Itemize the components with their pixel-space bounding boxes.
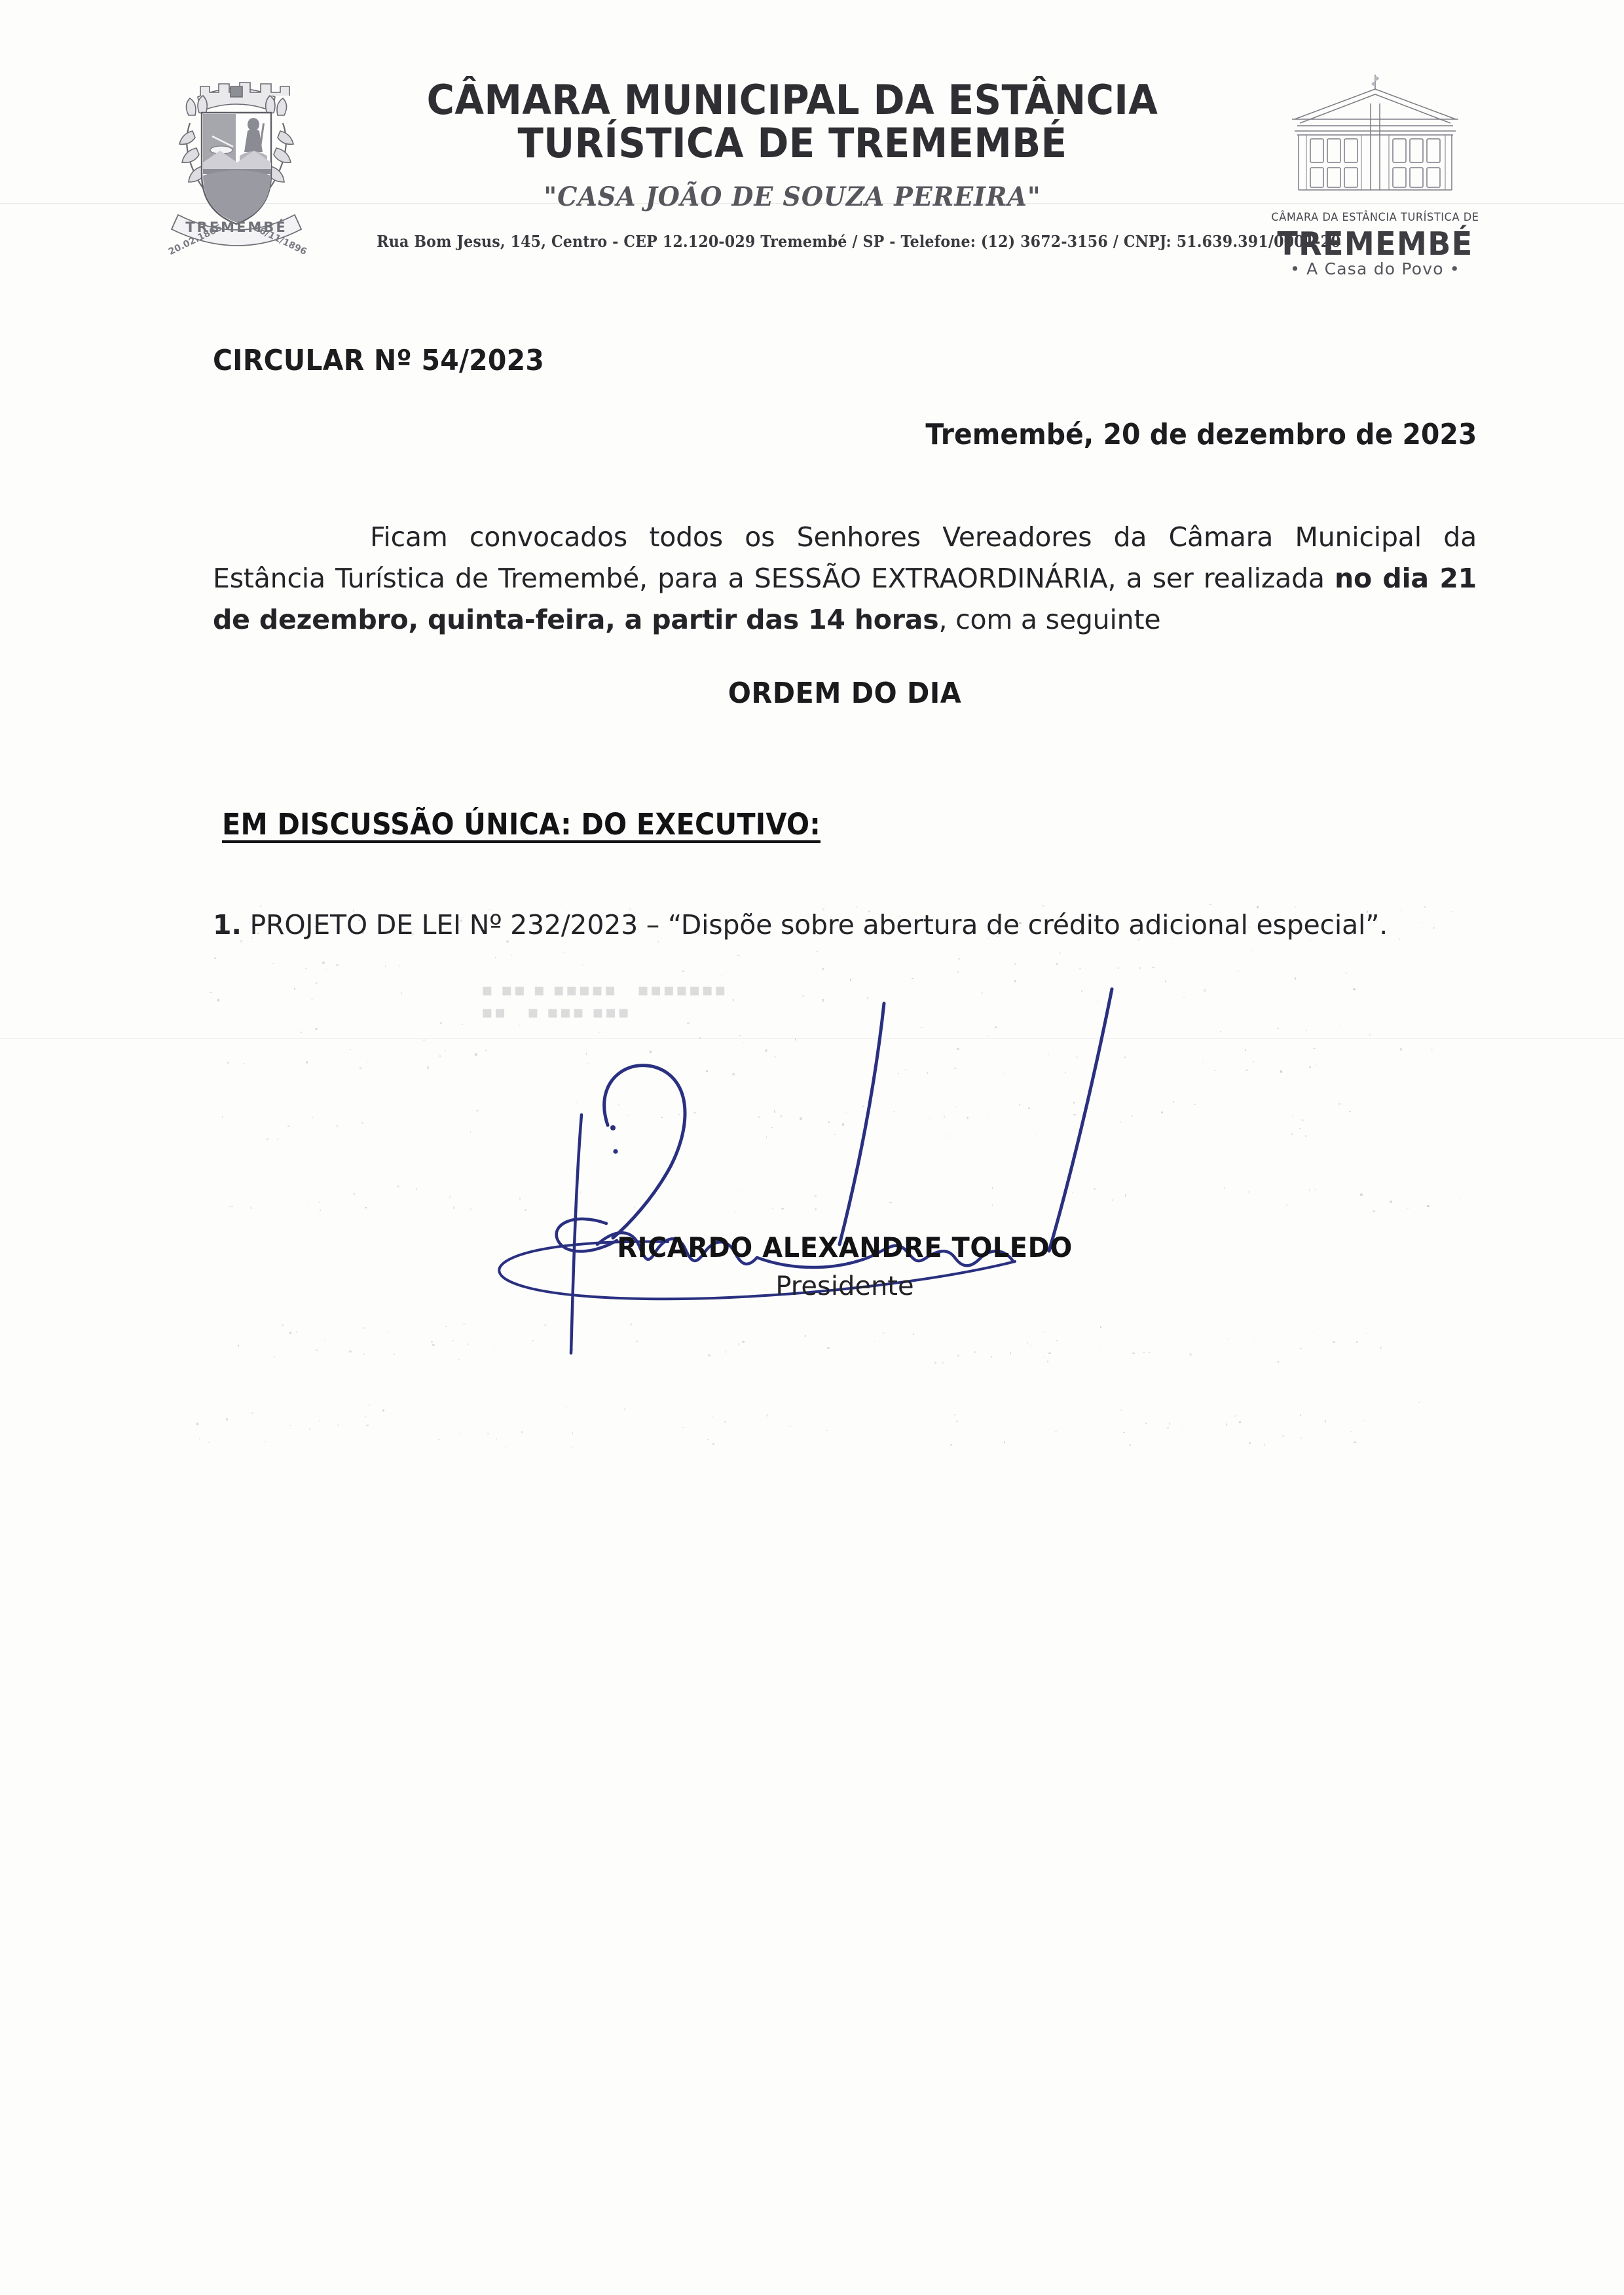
svg-text:26/11/1896: 26/11/1896 (251, 222, 308, 257)
letterhead (0, 0, 1624, 288)
faded-stamp-residue: ▪ ▪▪ ▪ ▪▪▪▪▪ ▪▪▪▪▪▪▪ ▪▪ ▪ ▪▪▪ ▪▪▪ (481, 980, 728, 1022)
paragraph-text-after-bold: , com a seguinte (938, 604, 1161, 635)
agenda-item-text: PROJETO DE LEI Nº 232/2023 – “Dispõe sobre abertura de crédito adicional especial”. (241, 909, 1388, 941)
letterhead-title-line1: CÂMARA MUNICIPAL DA ESTÂNCIA (426, 76, 1158, 124)
right-logo-caption-big: TREMEMBÉ (1277, 225, 1473, 263)
agenda-item (213, 905, 1477, 946)
signer-name: RICARDO ALEXANDRE TOLEDO (617, 1231, 1073, 1263)
paragraph-bold-segment: no dia 21 de dezembro, quinta-feira, a partir das 14 horas (213, 563, 1477, 635)
chamber-building-icon (1254, 71, 1496, 278)
place-and-date: Tremembé, 20 de dezembro de 2023 (925, 418, 1477, 451)
coat-of-arms-icon (152, 63, 321, 259)
signer-role: Presidente (775, 1271, 914, 1301)
scan-artifact-line (0, 1038, 1624, 1039)
agenda-item-number: 1. (213, 909, 242, 941)
signature-block (213, 1231, 1477, 1301)
letterhead-text-block (341, 76, 1341, 252)
letterhead-title-line2: TURÍSTICA DE TREMEMBÉ (517, 119, 1067, 167)
right-logo-tagline: • A Casa do Povo • (1290, 259, 1460, 278)
circular-reference-number: CIRCULAR Nº 54/2023 (213, 344, 545, 377)
letterhead-subtitle: "CASA JOÃO DE SOUZA PEREIRA" (544, 181, 1041, 213)
letterhead-address: Rua Bom Jesus, 145, Centro - CEP 12.120-029 Tremembé / SP - Telefone: (12) 3672-3156 / CNPJ: 51.639.391/0001-20 (377, 232, 1341, 252)
svg-text:20.02.1866: 20.02.1866 (166, 222, 224, 258)
svg-text:TREMEMBÉ: TREMEMBÉ (185, 219, 287, 235)
paragraph-text-before-bold: Ficam convocados todos os Senhores Vereadores da Câmara Municipal da Estância Turística de Tremembé, para a SESSÃO EXTRAORDINÁRIA, a ser realizada (213, 521, 1477, 594)
agenda-section-heading: EM DISCUSSÃO ÚNICA: DO EXECUTIVO: (222, 807, 821, 842)
convocation-paragraph (213, 517, 1477, 641)
right-logo-caption-small: CÂMARA DA ESTÂNCIA TURÍSTICA DE (1271, 211, 1479, 224)
agenda-title: ORDEM DO DIA (728, 677, 962, 710)
